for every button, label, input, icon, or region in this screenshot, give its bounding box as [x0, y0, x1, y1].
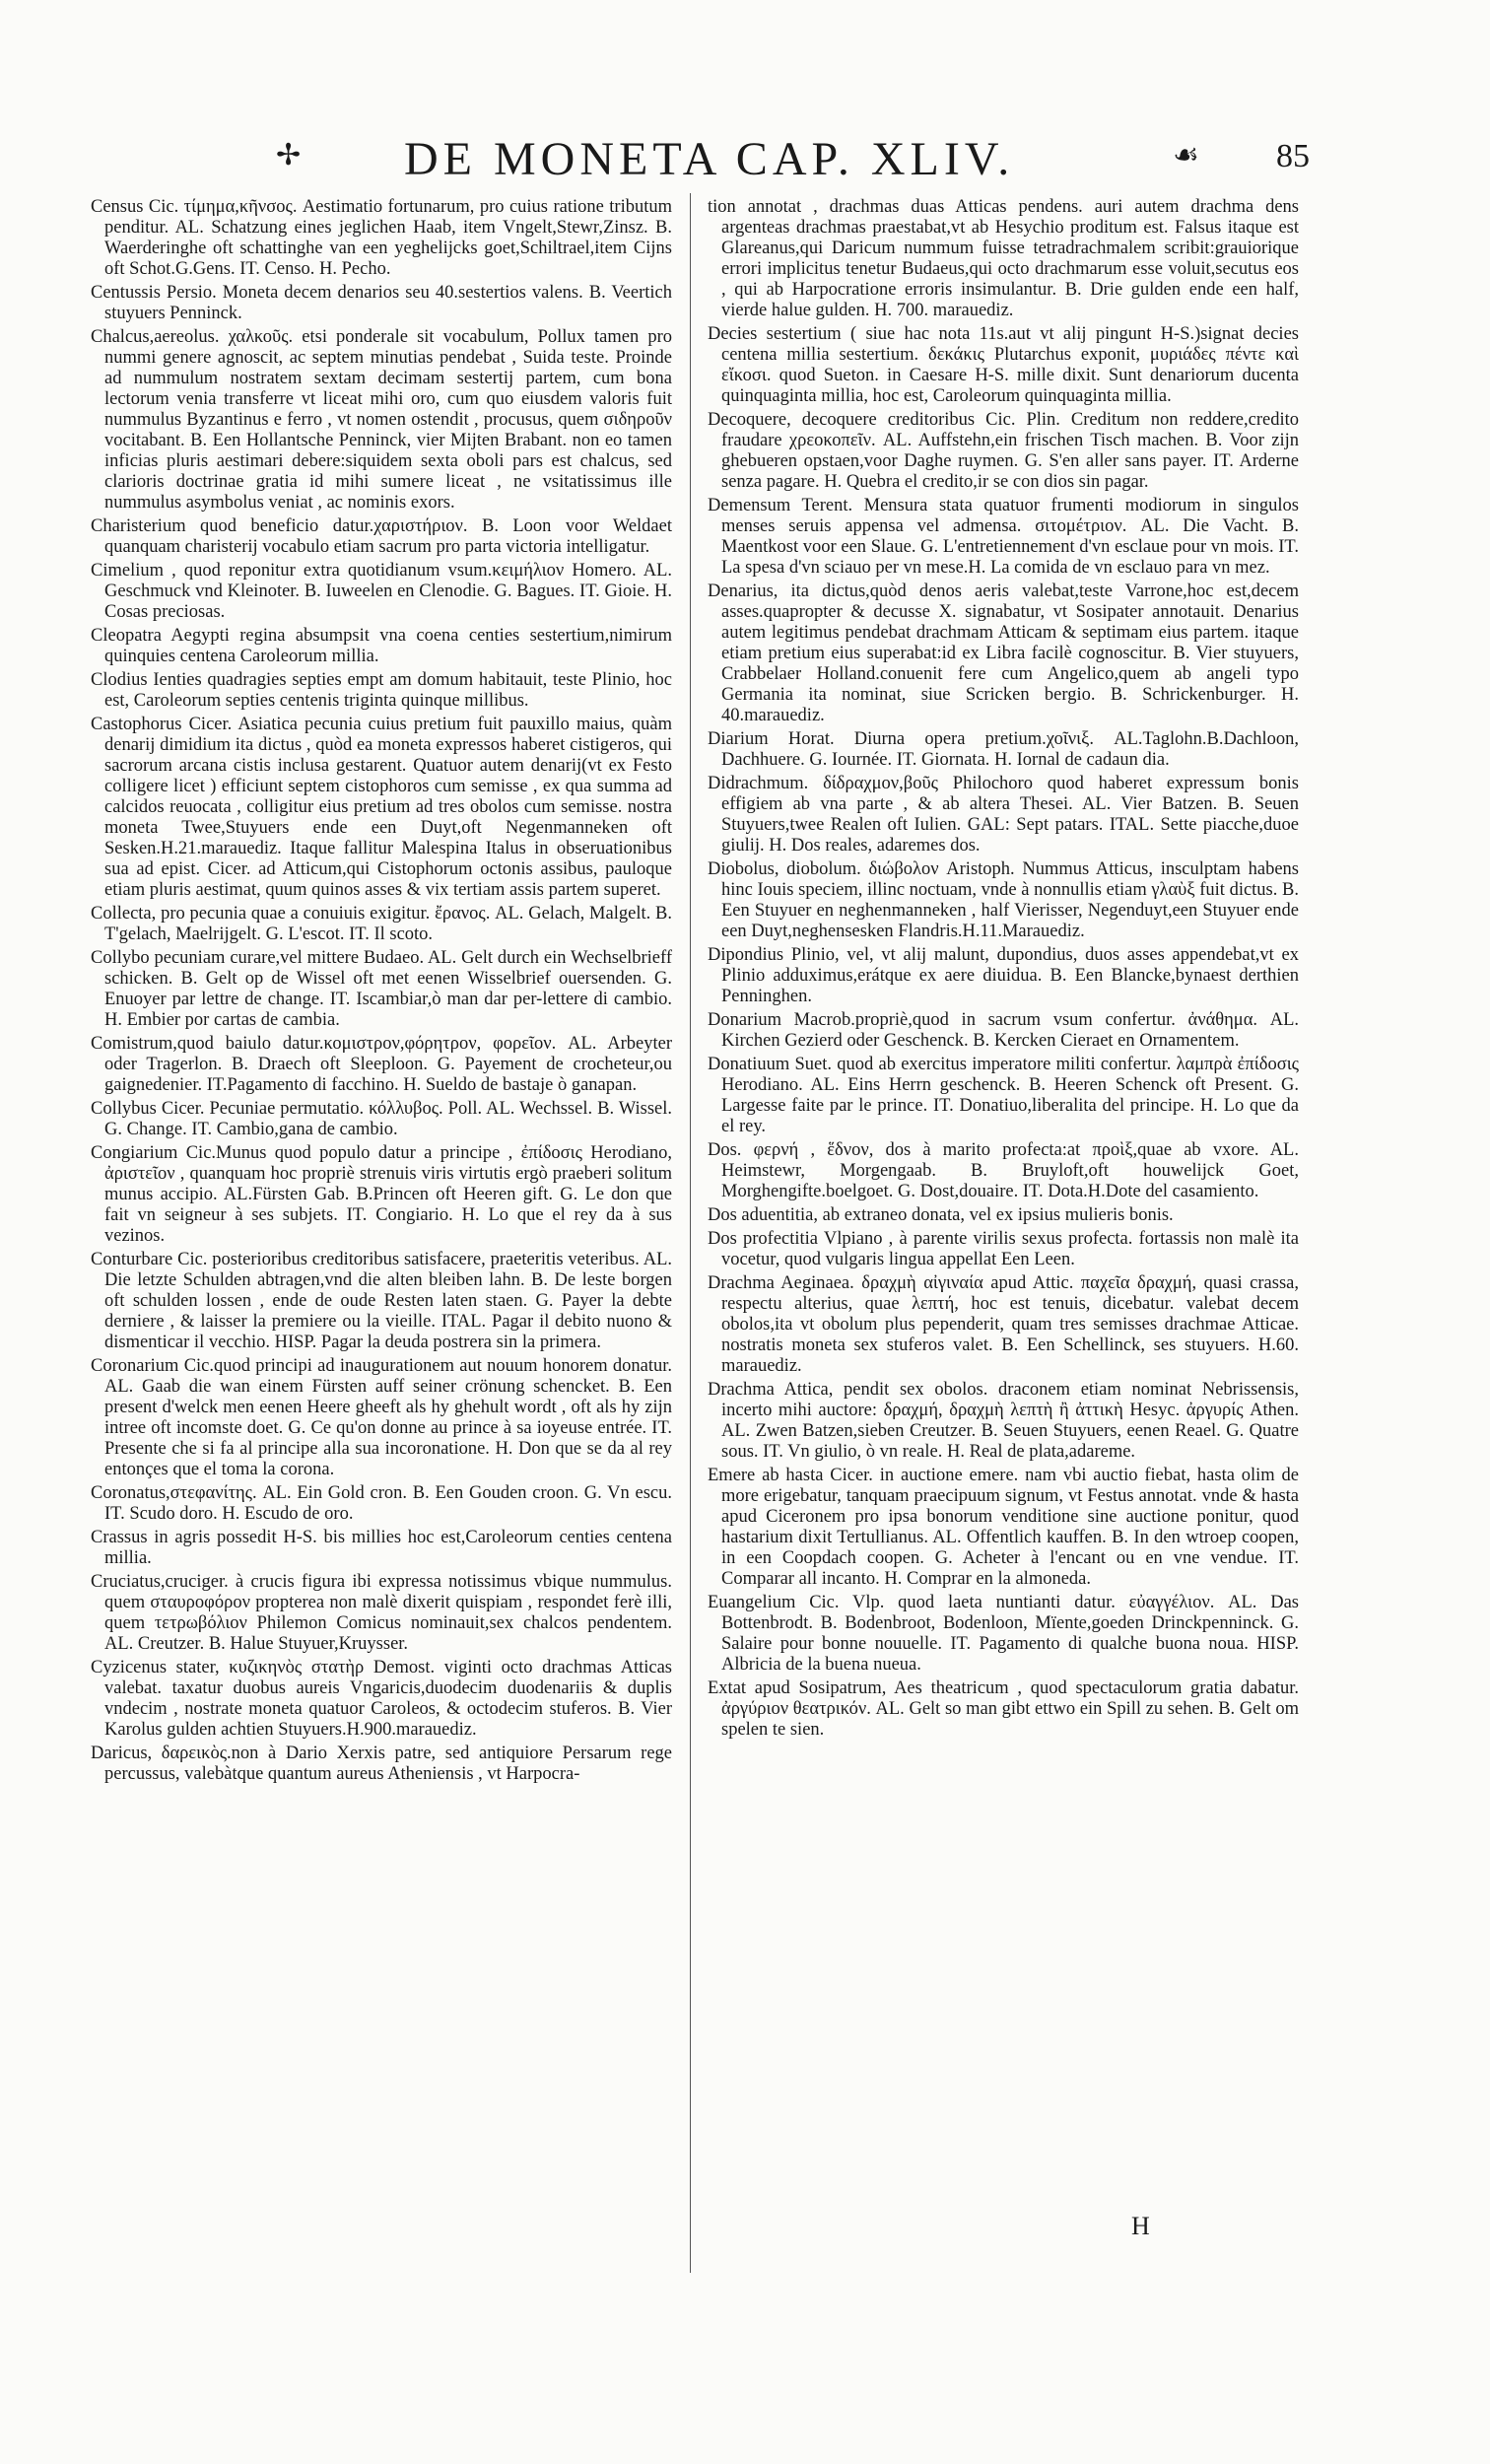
dictionary-entry: Diobolus, diobolum. διώβολον Aristoph. Nummus Atticus, insculptam habens hinc Iouis speciem, illinc noctuam, vnde à nonnullis etiam γλαὺξ fuit dictus. B. Een Stuyuer en neghenmanneken , half Vierisser, Negenduyt,een Stuyuer ende een Duyt,neghensesken Flandris.H.11.Marauediz.	[708, 859, 1299, 941]
dictionary-entry: Diarium Horat. Diurna opera pretium.χοῖνιξ. AL.Taglohn.B.Dachloon, Dachhuere. G. Iournée. IT. Giornata. H. Iornal de cadaun dia.	[708, 729, 1299, 770]
dictionary-entry: Didrachmum. δίδραχμον,βοῦς Philochoro quod haberet expressum bonis effigiem ab vna parte , & ab altera Thesei. AL. Vier Batzen. B. Seuen Stuyuers,twee Realen oft Iulien. GAL: Sept patars. ITAL. Sette piacche,duoe giulij. H. Dos reales, adaremes dos.	[708, 774, 1299, 856]
fleuron-ornament-right: ☙	[1173, 139, 1199, 171]
dictionary-entry: Extat apud Sosipatrum, Aes theatricum , quod spectaculorum gratia dabatur. ἀργύριον θεατρικόν. AL. Gelt so man gibt ettwo ein Spill zu sehen. B. Gelt om spelen te sien.	[708, 1678, 1299, 1740]
catchword: H	[1131, 2212, 1150, 2240]
dictionary-entry: Euangelium Cic. Vlp. quod laeta nuntianti datur. εὐαγγέλιον. AL. Das Bottenbrodt. B. Bodenbroot, Bodenloon, Mïente,goeden Drinckpenninck. G. Salaire pour bonne nouuelle. IT. Pagamento di qualche buona noua. HISP. Albricia de la buena nueua.	[708, 1593, 1299, 1675]
dictionary-entry: Dipondius Plinio, vel, vt alij malunt, dupondius, duos asses appendebat,vt ex Plinio adduximus,erátque ex aere diuidua. B. Een Blancke,bynaest derthien Penninghen.	[708, 945, 1299, 1006]
dictionary-entry: Cyzicenus stater, κυζικηνὸς στατὴρ Demost. viginti octo drachmas Atticas valebat. taxatur duobus aureis Vngaricis,duodecim duodenariis & duplis vndecim , nostrate moneta quatuor Caroleos, & octodecim stuferos. B. Vier Karolus gulden achtien Stuyuers.H.900.marauediz.	[91, 1658, 672, 1740]
dictionary-entry: Daricus, δαρεικὸς.non à Dario Xerxis patre, sed antiquiore Persarum rege percussus, valebàtque quantum aureus Atheniensis , vt Harpocra-	[91, 1744, 672, 1784]
dictionary-entry: Centussis Persio. Moneta decem denarios seu 40.sestertios valens. B. Veertich stuyuers Penninck.	[91, 283, 672, 323]
dictionary-entry: Cleopatra Aegypti regina absumpsit vna coena centies sestertium,nimirum quinquies centena Caroleorum millia.	[91, 626, 672, 666]
dictionary-entry: Decies sestertium ( siue hac nota 11s.aut vt alij pingunt H-S.)signat decies centena millia sestertium. δεκάκις Plutarchus exponit, μυριάδες πέντε καὶ εἴκοσι. quod Sueton. in Caesare H-S. mille dixit. Sunt denariorum ducenta quinquaginta millia, hoc est, Caroleorum quinquaginta millia.	[708, 324, 1299, 406]
dictionary-entry: Emere ab hasta Cicer. in auctione emere. nam vbi auctio fiebat, hasta olim de more erigebatur, tanquam praecipuum signum, vt Festus annotat. vnde & hasta apud Ciceronem pro ipsa bonorum venditione sine auctione ponitur, quod hastarium dixit Tertullianus. AL. Offentlich kauffen. B. In den wtroep coopen, in een Coopdach coopen. G. Acheter à l'encant ou en vne vendue. IT. Comparar all incanto. H. Comprar en la almoneda.	[708, 1466, 1299, 1589]
dictionary-entry: Dos profectitia Vlpiano , à parente virilis sexus profecta. fortassis non malè ita vocetur, quod vulgaris lingua appellat Een Leen.	[708, 1229, 1299, 1269]
dictionary-entry: Cimelium , quod reponitur extra quotidianum vsum.κειμήλιον Homero. AL. Geschmuck vnd Kleinoter. B. Iuweelen en Clenodie. G. Bagues. IT. Gioie. H. Cosas preciosas.	[91, 561, 672, 622]
dictionary-entry: Donatiuum Suet. quod ab exercitus imperatore militi confertur. λαμπρὰ ἐπίδοσις Herodiano. AL. Eins Herrn geschenck. B. Heeren Schenck oft Present. G. Largesse faite par le prince. IT. Donatiuo,liberalita del principe. H. Lo que da el rey.	[708, 1055, 1299, 1136]
dictionary-entry: Denarius, ita dictus,quòd denos aeris valebat,teste Varrone,hoc est,decem asses.quapropter & decusse X. signabatur, vt Sosipater annotauit. Denarius autem legitimus pendebat drachmam Atticam & septimam eius partem. itaque etiam pretium eius superabat:id ex Libra facilè cognoscitur. B. Vier stuyuers, Crabbelaer Holland.conuenit fere cum Angelico,quem ab angeli typo Germania ita nominat, siue Scricken bergio. B. Schrickenburger. H. 40.marauediz.	[708, 582, 1299, 725]
dictionary-entry: Congiarium Cic.Munus quod populo datur a principe , ἐπίδοσις Herodiano, ἀριστεῖον , quanquam hoc propriè strenuis viris virtutis ergò praeberi solitum munus accipio. AL.Fürsten Gab. B.Princen oft Heeren gift. G. Le don que fait vn seigneur à ses subjets. IT. Congiario. H. Lo que el rey da à sus vezinos.	[91, 1143, 672, 1246]
dictionary-entry: Dos. φερνή , ἕδνον, dos à marito profecta:at προὶξ,quae ab vxore. AL. Heimstewr, Morgengaab. B. Bruyloft,oft houwelijck Goet, Morghengifte.boelgoet. G. Dost,douaire. IT. Dota.H.Dote del casamiento.	[708, 1140, 1299, 1201]
dictionary-entry: Clodius Ienties quadragies septies empt am domum habitauit, teste Plinio, hoc est, Caroleorum septies centenis triginta quinque millibus.	[91, 670, 672, 711]
dictionary-entry: tion annotat , drachmas duas Atticas pendens. auri autem drachma dens argenteas drachmas praestabat,vt ab Hesychio proditum est. Falsus itaque est Glareanus,qui Daricum nummum fuisse tetradrachmalem scribit:grauiorique errori implicitus tenetur Budaeus,qui octo drachmarum esse voluit,secutus eos , qui ab Harpocratione erroris insimulantur. B. Drie gulden ende een half, vierde halue gulden. H. 700. marauediz.	[708, 197, 1299, 320]
dictionary-entry: Coronarium Cic.quod principi ad inaugurationem aut nouum honorem donatur. AL. Gaab die wan einem Fürsten auff seiner crönung schencket. B. Een present d'welck men eenen Heere gheeft als hy ghehult wordt , oft als hy zijn intree oft incomste doet. G. Ce qu'on donne au prince à sa ioyeuse entrée. IT. Presente che si fa al principe alla sua incoronatione. H. Don que se da al rey entonçes que el toma la corona.	[91, 1356, 672, 1479]
dictionary-entry: Crassus in agris possedit H-S. bis millies hoc est,Caroleorum centies centena millia.	[91, 1528, 672, 1568]
left-column	[91, 197, 672, 1788]
dictionary-entry: Collecta, pro pecunia quae a conuiuis exigitur. ἔρανος. AL. Gelach, Malgelt. B. T'gelach, Maelrijgelt. G. L'escot. IT. Il scoto.	[91, 904, 672, 944]
column-divider	[690, 193, 691, 2273]
dictionary-entry: Conturbare Cic. posterioribus creditoribus satisfacere, praeteritis veteribus. AL. Die letzte Schulden abtragen,vnd die alten bleiben lahn. B. De leste borgen oft schulden lossen , ende de oude Resten laten staen. G. Payer la debte derniere , & laisser la premiere ou la vieille. ITAL. Pagar il debito nuono & dismenticar il vecchio. HISP. Pagar la deuda postrera sin la primera.	[91, 1250, 672, 1352]
running-title: DE MONETA CAP. XLIV.	[404, 133, 1015, 185]
dictionary-entry: Donarium Macrob.propriè,quod in sacrum vsum confertur. ἀνάθημα. AL. Kirchen Gezierd oder Geschenck. B. Kercken Cieraet en Ornamentem.	[708, 1010, 1299, 1051]
dictionary-entry: Castophorus Cicer. Asiatica pecunia cuius pretium fuit pauxillo maius, quàm denarij dimidium ita dictus , quòd ea moneta expressos haberet cistigeros, qui sacrorum arcana cistis inclusa gestarent. Quatuor autem denarij(vt ex Festo colligere licet ) efficiunt septem cistophoros cum semisse , ex qua summa ad calcidos reuocata , colligitur eius pretium ad tres obolos cum semisse. nostra moneta Twee,Stuyuers ende een Duyt,oft Negenmanneken oft Sesken.H.21.marauediz. Itaque fallitur Malespina Italus in obseruationibus sua ad epist. Cicer. ad Atticum,qui Cistophorum octonis assibus, pauloque etiam pluris aestimat, quum quinos asses & vix tertiam assis partem superet.	[91, 715, 672, 900]
page-number: 85	[1276, 138, 1310, 174]
dictionary-entry: Decoquere, decoquere creditoribus Cic. Plin. Creditum non reddere,credito fraudare χρεοκοπεῖν. AL. Auffstehn,ein frischen Tisch machen. B. Voor zijn ghebueren opstaen,voor Daghe ruymen. G. S'en aller sans payer. IT. Arderne senza pagare. H. Quebra el credito,ir se con dios sin pagar.	[708, 410, 1299, 492]
dictionary-entry: Dos aduentitia, ab extraneo donata, vel ex ipsius mulieris bonis.	[708, 1205, 1174, 1225]
dictionary-entry: Demensum Terent. Mensura stata quatuor frumenti modiorum in singulos menses seruis appensa vel admensa. σιτομέτριον. AL. Die Vacht. B. Maentkost voor een Slaue. G. L'entretiennement d'vn esclaue pour vn mois. IT. La spesa d'vn sciauo per vn mese.H. La comida de vn esclauo para vn mez.	[708, 496, 1299, 578]
dictionary-entry: Coronatus,στεφανίτης. AL. Ein Gold cron. B. Een Gouden croon. G. Vn escu. IT. Scudo doro. H. Escudo de oro.	[91, 1483, 672, 1524]
dictionary-entry: Collybus Cicer. Pecuniae permutatio. κόλλυβος. Poll. AL. Wechssel. B. Wissel. G. Change. IT. Cambio,gana de cambio.	[91, 1099, 672, 1139]
page-header	[276, 133, 1370, 197]
fleuron-ornament-left: ✢	[276, 139, 302, 171]
dictionary-entry: Collybo pecuniam curare,vel mittere Budaeo. AL. Gelt durch ein Wechselbrieff schicken. B. Gelt op de Wissel oft met eenen Wisselbrief ouersenden. G. Enuoyer par lettre de change. IT. Iscambiar,ò man dar per-lettere di cambio. H. Embier por cartas de cambia.	[91, 948, 672, 1030]
dictionary-entry: Census Cic. τίμημα,κῆνσος. Aestimatio fortunarum, pro cuius ratione tributum penditur. AL. Schatzung eines jeglichen Haab, item Vngelt,Stewr,Zinsz. B. Waerderinghe oft schattinghe van een yeghelijcks goet,Schiltrael,item Cijns oft Schot.G.Gens. IT. Censo. H. Pecho.	[91, 197, 672, 279]
dictionary-entry: Charisterium quod beneficio datur.χαριστήριον. B. Loon voor Weldaet quanquam charisterij vocabulo etiam sacrum pro parta victoria intelligatur.	[91, 516, 672, 557]
dictionary-entry: Drachma Attica, pendit sex obolos. draconem etiam nominat Nebrissensis, incerto mihi auctore: δραχμή, δραχμὴ λεπτὴ ἢ ἀττικὴ Hesyc. ἀργυρίς Athen. AL. Zwen Batzen,sieben Creutzer. B. Seuen Stuyuers, eenen Reael. G. Quatre sous. IT. Vn giulio, ò vn reale. H. Real de plata,adareme.	[708, 1380, 1299, 1462]
dictionary-entry: Cruciatus,cruciger. à crucis figura ibi expressa notissimus vbique nummulus. quem σταυροφόρον propterea non malè dixerit quispiam , respondet ferè illi, quem τετρωβόλιον Philemon Comicus nominauit,sex chalcos pendentem. AL. Creutzer. B. Halue Stuyuer,Kruysser.	[91, 1572, 672, 1654]
dictionary-entry: Comistrum,quod baiulo datur.κομιστρον,φόρητρον, φορεῖον. AL. Arbeyter oder Tragerlon. B. Draech oft Sleeploon. G. Payement de crocheteur,ou gaignedenier. IT.Pagamento di facchino. H. Sueldo de bastaje ò ganapan.	[91, 1034, 672, 1095]
dictionary-entry: Chalcus,aereolus. χαλκοῦς. etsi ponderale sit vocabulum, Pollux tamen pro nummi genere agnoscit, ac septem minutias pendebat , Suida teste. Proinde ad nummulum nostratem sextam decimam sestertij partem, cum bona lectorum venia transferre vt liceat mihi oro, cum quo eiusdem valoris fuit nummulus Byzantinus e ferro , vt nomen ostendit , procusus, quem σιδηροῦν vocitabant. B. Een Hollantsche Penninck, vier Mijten Brabant. non eo tamen inficias pluris aestimari debere:siquidem sexta oboli pars est chalcus, sed clarioris doctrinae gratia id mihi sumere liceat , ne vsitatissimus ille nummulus asymbolus veniat , ac nominis exors.	[91, 327, 672, 513]
dictionary-entry: Drachma Aeginaea. δραχμὴ αἰγιναία apud Attic. παχεῖα δραχμή, quasi crassa, respectu alterius, quae λεπτή, hoc est tenuis, dicebatur. valebat decem obolos,ita vt obolum plus pependerit, quam tres semisses drachmae Atticae. nostratis moneta sex stuferos valet. B. Een Schellinck, ses stuyuers. H.60. marauediz.	[708, 1273, 1299, 1376]
right-column	[708, 197, 1299, 1744]
